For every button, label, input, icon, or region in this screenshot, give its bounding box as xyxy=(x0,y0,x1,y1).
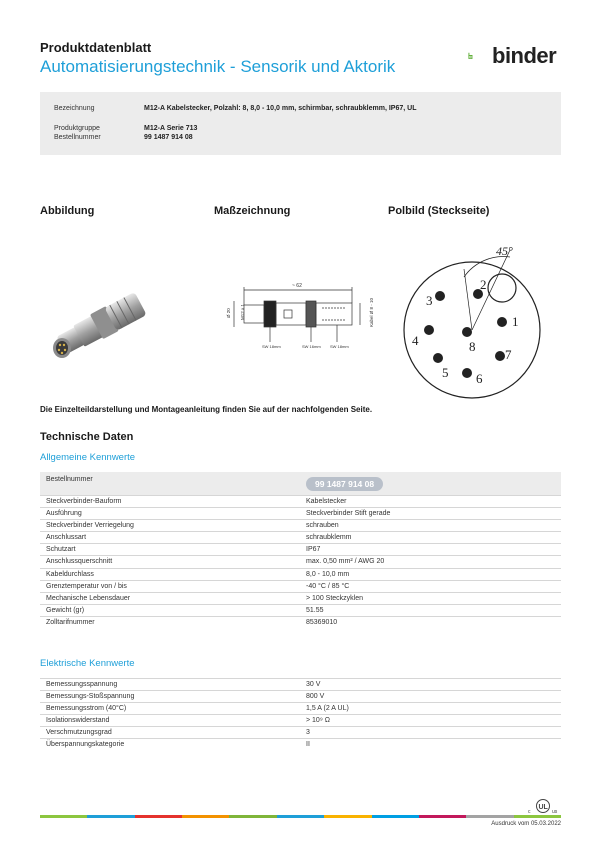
row-value: IP67 xyxy=(306,546,321,554)
table-row xyxy=(40,616,561,628)
pin-3-dot xyxy=(435,291,445,301)
row-key: Steckverbinder Verriegelung xyxy=(46,522,134,530)
pin-4-label: 4 xyxy=(412,333,419,348)
general-table xyxy=(40,472,561,628)
bezeichnung-value: M12-A Kabelstecker, Polzahl: 8, 8,0 - 10,0 mm, schirmbar, schraubklemm, IP67, UL xyxy=(144,105,417,112)
pin-1-dot xyxy=(497,317,507,327)
footer-color-segment xyxy=(277,815,324,818)
row-value: > 10⁹ Ω xyxy=(306,717,330,725)
dimension-drawing xyxy=(212,270,372,360)
row-value: 1,5 A (2 A UL) xyxy=(306,705,349,713)
pin-6-label: 6 xyxy=(476,371,483,386)
general-title: Allgemeine Kennwerte xyxy=(40,452,136,463)
footer-color-segment xyxy=(372,815,419,818)
pin-6-dot xyxy=(462,368,472,378)
polbild-heading: Polbild (Steckseite) xyxy=(388,205,490,217)
bezeichnung-label: Bezeichnung xyxy=(54,105,95,112)
thread-label: M12 x 1 xyxy=(240,303,245,320)
abbildung-heading: Abbildung xyxy=(40,205,95,217)
bestellnummer-value: 99 1487 914 08 xyxy=(144,134,193,141)
sw2-label: SW 16mm xyxy=(302,344,321,349)
row-value: 85369010 xyxy=(306,618,338,626)
pin-3-label: 3 xyxy=(426,293,433,308)
row-key: Anschlussquerschnitt xyxy=(46,558,113,566)
masszeichnung-heading: Maßzeichnung xyxy=(214,205,291,217)
footer-color-segment xyxy=(40,815,87,818)
row-key: Ausführung xyxy=(46,510,82,518)
table-row xyxy=(40,580,561,592)
footer-color-segment xyxy=(182,815,229,818)
footer-color-bar xyxy=(40,815,561,818)
table-row xyxy=(40,714,561,726)
row-key: Steckverbinder-Bauform xyxy=(46,498,122,505)
row-value: II xyxy=(306,741,310,749)
row-key: Anschlussart xyxy=(46,534,87,542)
svg-text:UL: UL xyxy=(538,804,548,811)
table-row xyxy=(40,592,561,604)
sw1-label: SW 18mm xyxy=(262,344,281,349)
table-row xyxy=(40,555,561,567)
pin-1-label: 1 xyxy=(512,314,519,329)
table-row xyxy=(40,568,561,580)
table-row xyxy=(40,702,561,714)
row-value: > 100 Steckzyklen xyxy=(306,594,364,602)
row-key: Bemessungsstrom (40°C) xyxy=(46,705,127,713)
doc-title: Automatisierungstechnik - Sensorik und Aktorik xyxy=(40,57,396,76)
row-key: Kabeldurchlass xyxy=(46,570,94,578)
ul-cert-icon xyxy=(525,798,561,814)
angle-label: 45° xyxy=(496,244,513,258)
row-key: Überspannungskategorie xyxy=(46,741,125,749)
row-value: 3 xyxy=(306,729,310,737)
row-value: schrauben xyxy=(306,522,339,530)
footer-color-segment xyxy=(324,815,371,818)
electrical-table xyxy=(40,678,561,751)
row-key: Bemessungsspannung xyxy=(46,681,118,688)
pin-8-dot xyxy=(462,327,472,337)
product-info-box xyxy=(40,92,561,155)
footer-color-segment xyxy=(135,815,182,818)
row-value: 800 V xyxy=(306,693,325,701)
row-key: Isolationswiderstand xyxy=(46,717,110,725)
product-image xyxy=(48,285,153,365)
row-key: Verschmutzungsgrad xyxy=(46,729,112,737)
produktgruppe-label: Produktgruppe xyxy=(54,125,100,132)
length-label: ~ 62 xyxy=(292,283,302,289)
footer-color-segment xyxy=(229,815,276,818)
footer-color-segment xyxy=(466,815,513,818)
row-key: Zolltarifnummer xyxy=(46,618,95,626)
row-value: 51.55 xyxy=(306,606,324,614)
electrical-title: Elektrische Kennwerte xyxy=(40,658,135,669)
row-key: Mechanische Lebensdauer xyxy=(46,594,131,602)
produktgruppe-value: M12-A Serie 713 xyxy=(144,125,198,132)
row-value: schraubklemm xyxy=(306,534,352,542)
footer-color-segment xyxy=(419,815,466,818)
table-row xyxy=(40,531,561,543)
pin-4-dot xyxy=(424,325,434,335)
table-row xyxy=(40,495,561,507)
row-key: Gewicht (gr) xyxy=(46,606,85,614)
pin-2-label: 2 xyxy=(480,277,487,292)
print-date: Ausdruck vom 05.03.2022 xyxy=(491,821,561,827)
pin-5-dot xyxy=(433,353,443,363)
order-number-badge: 99 1487 914 08 xyxy=(306,477,383,491)
table-row xyxy=(40,604,561,616)
bestellnummer-label: Bestellnummer xyxy=(54,134,101,141)
diameter-label: Ø 20 xyxy=(226,308,231,318)
row-value: Steckverbinder Stift gerade xyxy=(306,510,391,518)
doc-type: Produktdatenblatt xyxy=(40,40,152,55)
order-row xyxy=(40,472,561,495)
pin-5-label: 5 xyxy=(442,365,449,380)
row-key: Schutzart xyxy=(46,546,76,554)
table-row xyxy=(40,519,561,531)
table-row xyxy=(40,543,561,555)
row-value: Kabelstecker xyxy=(306,498,347,505)
order-label: Bestellnummer xyxy=(46,476,93,483)
logo-text: binder xyxy=(492,43,557,68)
row-key: Bemessungs-Stoßspannung xyxy=(46,693,135,701)
table-row xyxy=(40,726,561,738)
row-value: 30 V xyxy=(306,681,321,688)
row-value: max. 0,50 mm² / AWG 20 xyxy=(306,558,385,566)
svg-text:c: c xyxy=(528,809,531,815)
pin-diagram xyxy=(392,235,552,400)
table-row xyxy=(40,507,561,519)
assembly-note: Die Einzelteildarstellung und Montageanleitung finden Sie auf der nachfolgenden Seite. xyxy=(40,405,373,414)
row-value: 8,0 - 10,0 mm xyxy=(306,570,350,578)
table-row xyxy=(40,738,561,750)
pin-7-dot xyxy=(495,351,505,361)
tech-data-title: Technische Daten xyxy=(40,431,134,443)
svg-text:us: us xyxy=(552,809,558,815)
cable-label: Kabel Ø 8 - 10 xyxy=(369,297,374,327)
footer-color-segment xyxy=(514,815,561,818)
footer-color-segment xyxy=(87,815,134,818)
row-value: -40 °C / 85 °C xyxy=(306,582,350,590)
table-row xyxy=(40,678,561,690)
binder-logo-icon xyxy=(468,42,490,70)
row-key: Grenztemperatur von / bis xyxy=(46,582,127,590)
table-row xyxy=(40,690,561,702)
sw3-label: SW 18mm xyxy=(330,344,349,349)
pin-8-label: 8 xyxy=(469,339,476,354)
pin-7-label: 7 xyxy=(505,347,512,362)
